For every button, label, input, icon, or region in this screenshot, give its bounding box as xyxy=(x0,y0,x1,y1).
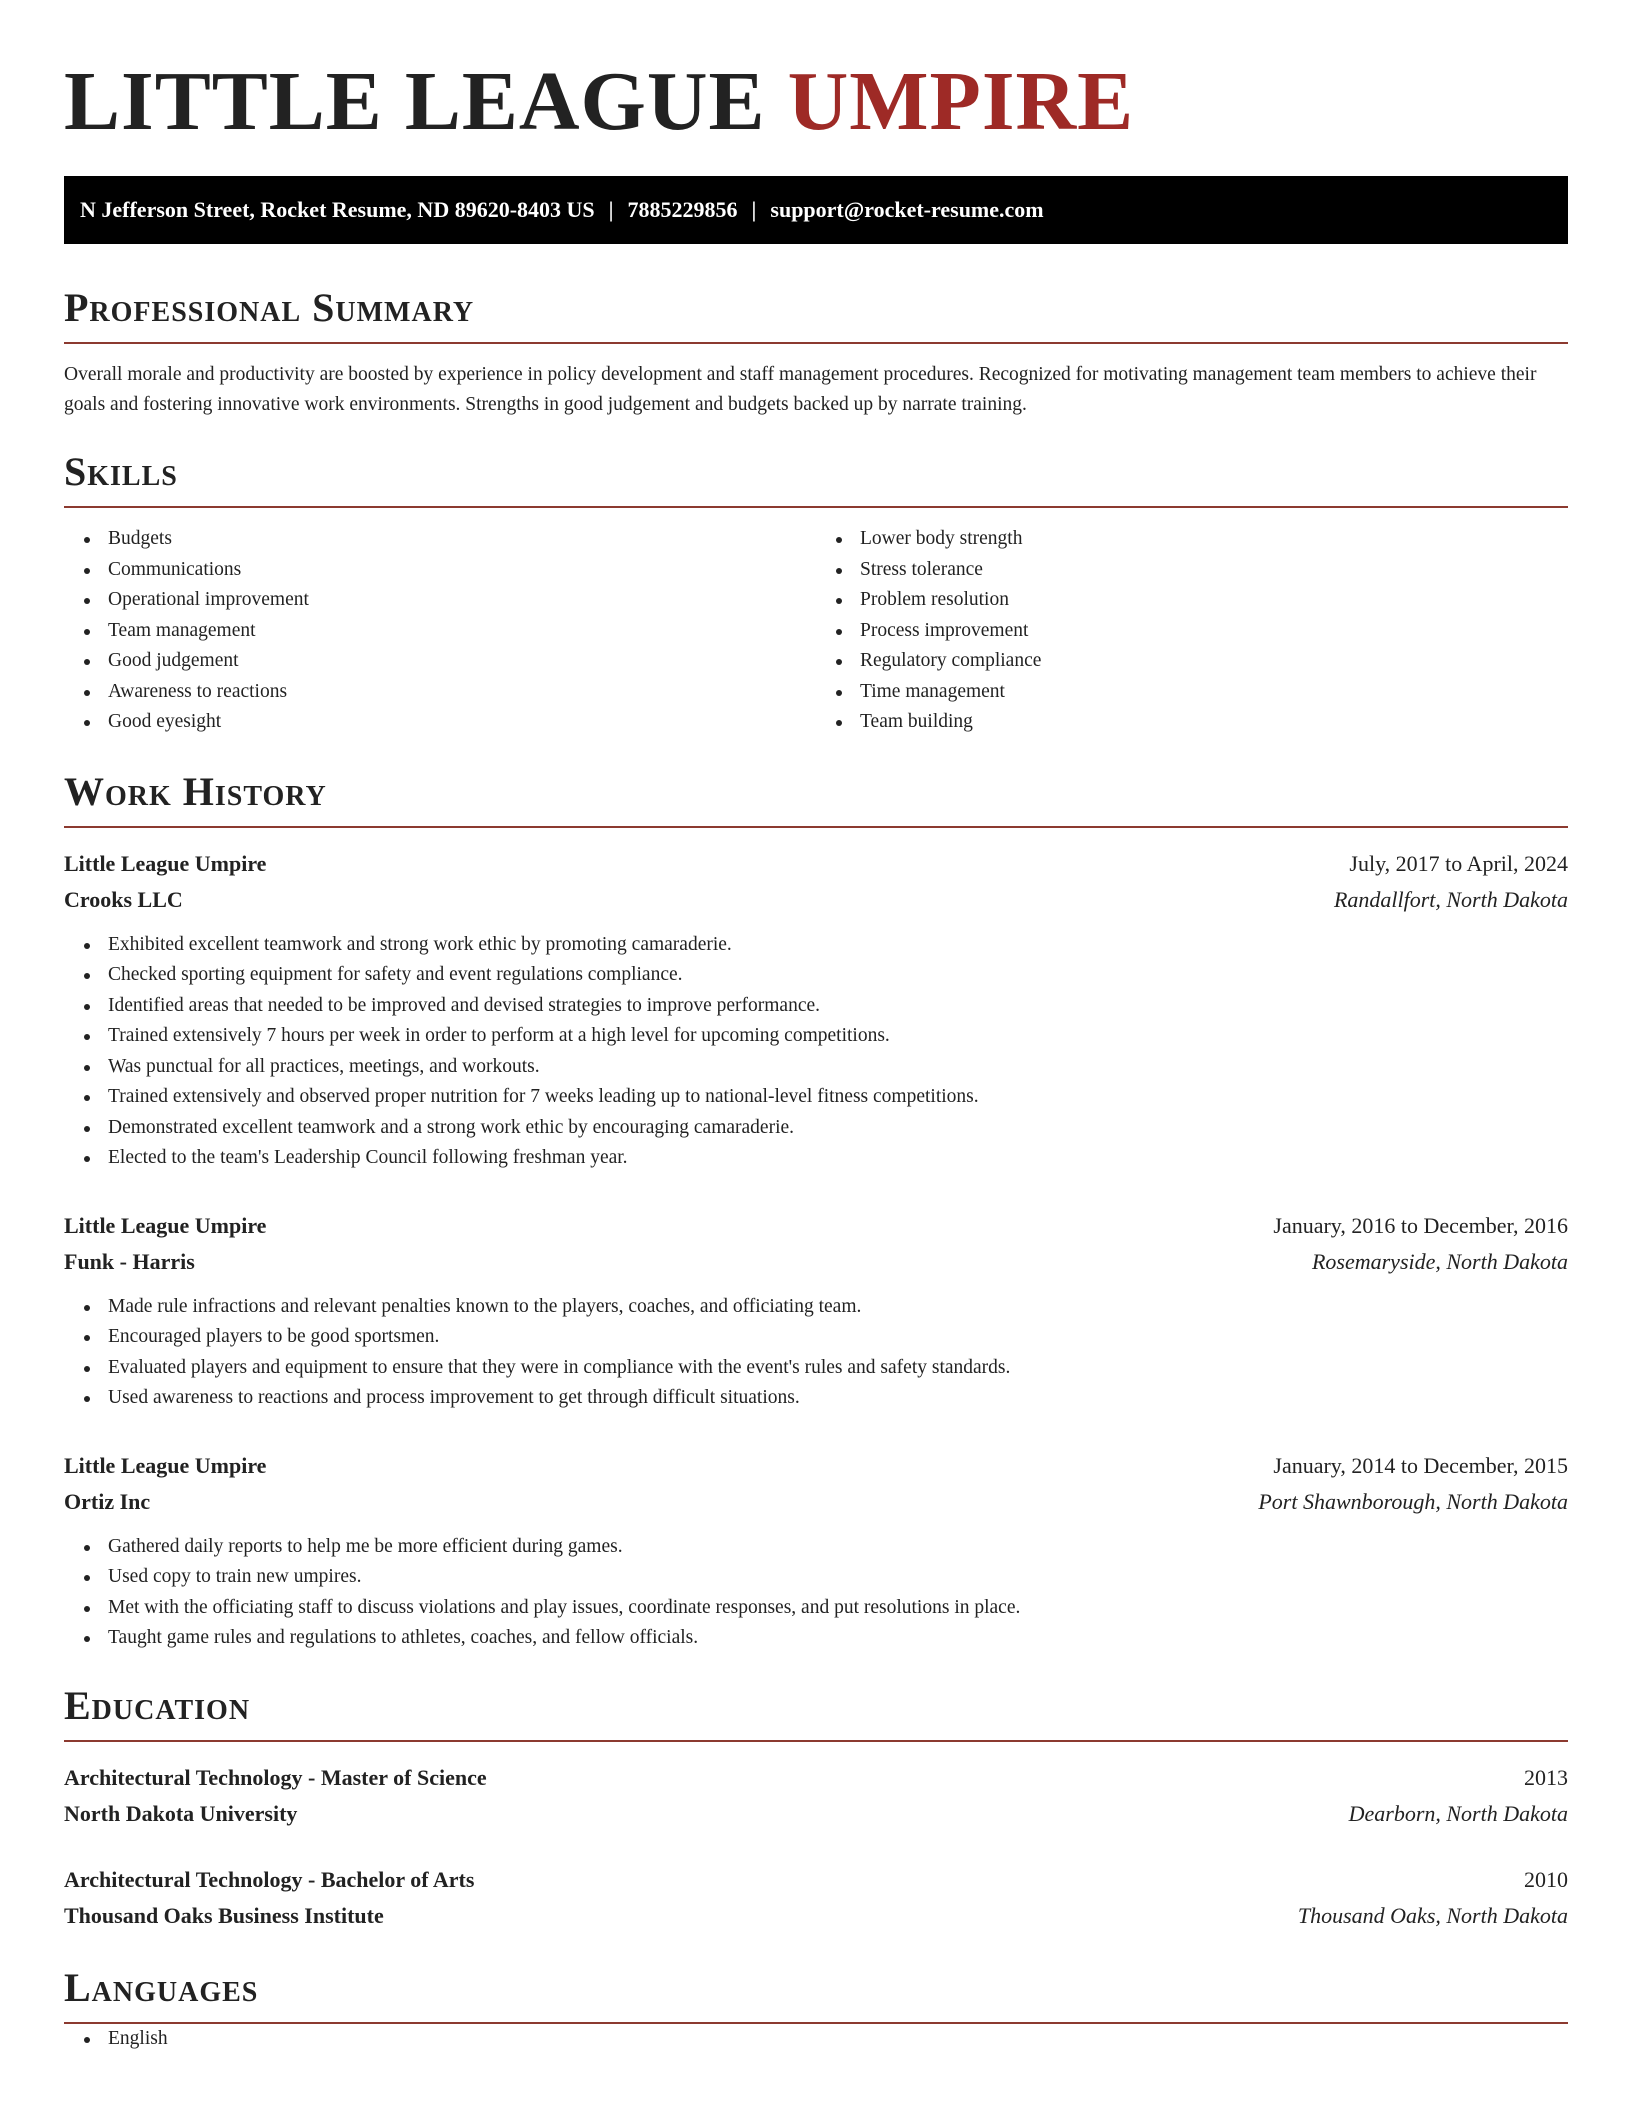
job-bullet: Elected to the team's Leadership Council following freshman year. xyxy=(108,1143,1568,1174)
skill-item: Operational improvement xyxy=(108,585,816,616)
education-school: North Dakota University xyxy=(64,1800,298,1826)
job-bullet: Identified areas that needed to be improved and devised strategies to improve performance. xyxy=(108,991,1568,1022)
job-bullet: Used awareness to reactions and process improvement to get through difficult situations. xyxy=(108,1383,1568,1414)
education-school-row xyxy=(64,1898,1568,1934)
job-header-row xyxy=(64,1208,1568,1244)
job-entry xyxy=(64,1448,1568,1654)
education-year: 2010 xyxy=(1524,1866,1568,1892)
job-bullets xyxy=(64,1532,1568,1654)
skill-item: Good eyesight xyxy=(108,707,816,738)
job-company-row xyxy=(64,1244,1568,1280)
job-bullets xyxy=(64,930,1568,1174)
job-role: Little League Umpire xyxy=(64,1212,267,1238)
contact-separator: | xyxy=(751,197,757,222)
job-location: Port Shawnborough, North Dakota xyxy=(1258,1488,1568,1514)
contact-address: N Jefferson Street, Rocket Resume, ND 89620-8403 US xyxy=(80,197,595,222)
summary-text: Overall morale and productivity are boosted by experience in policy development and staff management procedures. Recognized for motivating management team members to achieve their goals and fostering innovative work environments. Strengths in good judgement and budgets backed up by narrate training. xyxy=(64,364,1537,415)
job-bullet: Trained extensively 7 hours per week in order to perform at a high level for upcoming competitions. xyxy=(108,1021,1568,1052)
job-company: Ortiz Inc xyxy=(64,1488,151,1514)
section-title-languages: Languages xyxy=(64,1964,1568,2024)
job-bullet: Encouraged players to be good sportsmen. xyxy=(108,1322,1568,1353)
skill-item: Team building xyxy=(860,707,1568,738)
skill-item: Time management xyxy=(860,677,1568,708)
section-title-skills: Skills xyxy=(64,448,1568,508)
job-bullet: Made rule infractions and relevant penalties known to the players, coaches, and officiating team. xyxy=(108,1292,1568,1323)
job-role: Little League Umpire xyxy=(64,850,267,876)
name-first: LITTLE LEAGUE xyxy=(64,55,766,148)
job-header-row xyxy=(64,846,1568,882)
job-company-row xyxy=(64,882,1568,918)
name-last: UMPIRE xyxy=(787,55,1135,148)
contact-email: support@rocket-resume.com xyxy=(770,197,1044,222)
skill-item: Good judgement xyxy=(108,646,816,677)
job-bullet: Taught game rules and regulations to athletes, coaches, and fellow officials. xyxy=(108,1623,1568,1654)
job-role: Little League Umpire xyxy=(64,1452,267,1478)
skill-item: Lower body strength xyxy=(860,524,1568,555)
skill-item: Problem resolution xyxy=(860,585,1568,616)
education-year: 2013 xyxy=(1524,1764,1568,1790)
skill-item: Team management xyxy=(108,616,816,647)
job-company: Funk - Harris xyxy=(64,1248,195,1274)
job-bullet: Met with the officiating staff to discuss violations and play issues, coordinate responses, and put resolutions in place. xyxy=(108,1593,1568,1624)
job-dates: January, 2014 to December, 2015 xyxy=(1273,1452,1568,1478)
skill-item: Communications xyxy=(108,555,816,586)
education-degree: Architectural Technology - Master of Science xyxy=(64,1764,487,1790)
education-location: Dearborn, North Dakota xyxy=(1348,1800,1568,1826)
job-bullet: Demonstrated excellent teamwork and a strong work ethic by encouraging camaraderie. xyxy=(108,1113,1568,1144)
job-bullet: Gathered daily reports to help me be more efficient during games. xyxy=(108,1532,1568,1563)
education-location: Thousand Oaks, North Dakota xyxy=(1297,1902,1568,1928)
skills-list-right xyxy=(816,524,1568,738)
job-company-row xyxy=(64,1484,1568,1520)
languages-list xyxy=(64,2024,1568,2055)
skills-list-left xyxy=(64,524,816,738)
job-bullet: Exhibited excellent teamwork and strong work ethic by promoting camaraderie. xyxy=(108,930,1568,961)
job-bullet: Used copy to train new umpires. xyxy=(108,1562,1568,1593)
job-bullet: Evaluated players and equipment to ensure that they were in compliance with the event's rules and safety standards. xyxy=(108,1353,1568,1384)
education-header-row xyxy=(64,1862,1568,1898)
job-bullet: Trained extensively and observed proper nutrition for 7 weeks leading up to national-level fitness competitions. xyxy=(108,1082,1568,1113)
section-title-summary: Professional Summary xyxy=(64,284,1568,344)
skill-item: Process improvement xyxy=(860,616,1568,647)
job-dates: July, 2017 to April, 2024 xyxy=(1349,850,1568,876)
language-item: English xyxy=(108,2024,1568,2055)
contact-separator: | xyxy=(608,197,614,222)
job-location: Rosemaryside, North Dakota xyxy=(1311,1248,1568,1274)
skill-item: Regulatory compliance xyxy=(860,646,1568,677)
job-bullet: Checked sporting equipment for safety and event regulations compliance. xyxy=(108,960,1568,991)
job-entry xyxy=(64,846,1568,1174)
education-entry xyxy=(64,1760,1568,1832)
education-degree: Architectural Technology - Bachelor of Arts xyxy=(64,1866,475,1892)
section-title-work-history: Work History xyxy=(64,768,1568,828)
job-header-row xyxy=(64,1448,1568,1484)
job-dates: January, 2016 to December, 2016 xyxy=(1273,1212,1568,1238)
education-entry xyxy=(64,1862,1568,1934)
skill-item: Awareness to reactions xyxy=(108,677,816,708)
contact-phone: 7885229856 xyxy=(627,197,738,222)
skill-item: Budgets xyxy=(108,524,816,555)
resume-name xyxy=(64,0,1568,176)
job-location: Randallfort, North Dakota xyxy=(1333,886,1568,912)
education-school: Thousand Oaks Business Institute xyxy=(64,1902,384,1928)
job-bullet: Was punctual for all practices, meetings, and workouts. xyxy=(108,1052,1568,1083)
job-bullets xyxy=(64,1292,1568,1414)
job-company: Crooks LLC xyxy=(64,886,183,912)
skills-columns xyxy=(64,524,1568,738)
skill-item: Stress tolerance xyxy=(860,555,1568,586)
education-header-row xyxy=(64,1760,1568,1796)
education-school-row xyxy=(64,1796,1568,1832)
section-title-education: Education xyxy=(64,1682,1568,1742)
job-entry xyxy=(64,1208,1568,1414)
contact-bar xyxy=(64,176,1568,244)
